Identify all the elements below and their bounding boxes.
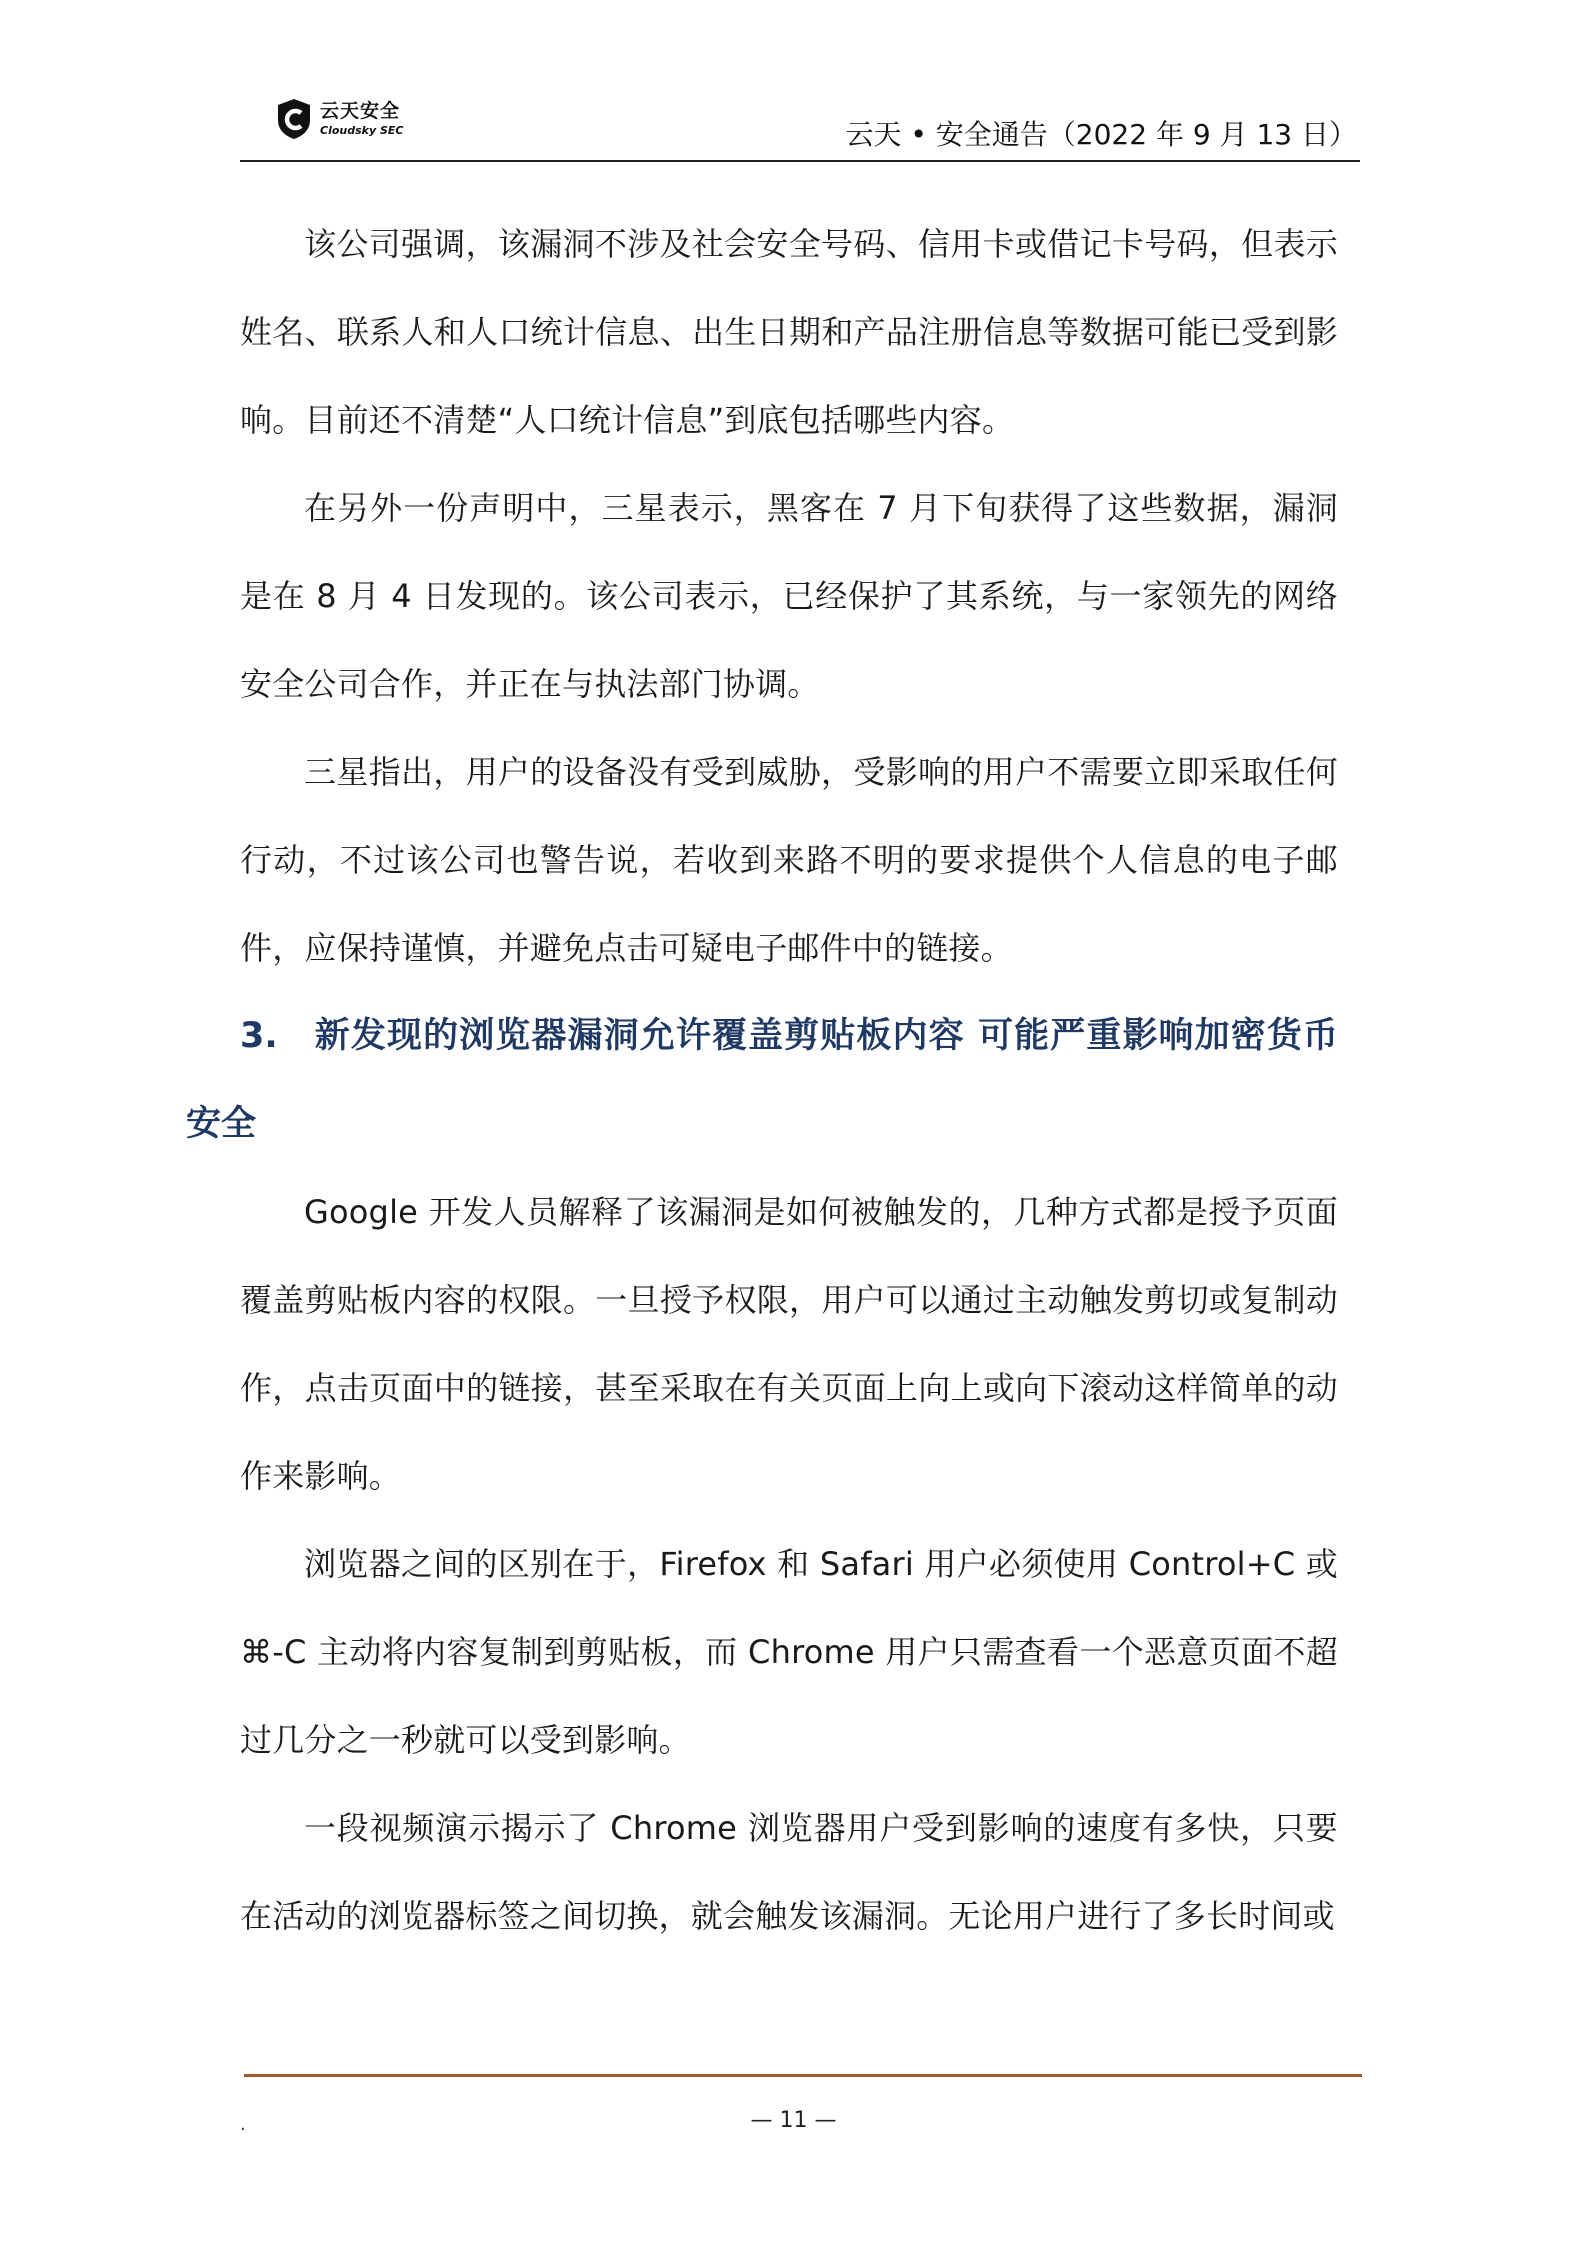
section-title: 新发现的浏览器漏洞允许覆盖剪贴板内容 可能严重影响加密货币安全 <box>186 1016 1338 1144</box>
page-number: — 11 — <box>750 2108 837 2133</box>
footer-dot: . <box>240 2114 246 2135</box>
footer-divider <box>244 2074 1362 2077</box>
section-paragraph-3: 一段视频演示揭示了 Chrome 浏览器用户受到影响的速度有多快，只要在活动的浏览器标签之间切换，就会触发该漏洞。无论用户进行了多长时间或 <box>240 1809 1338 1935</box>
header-title: 云天 • 安全通告（2022 年 9 月 13 日） <box>845 118 1357 151</box>
logo-english-name: Cloudsky SEC <box>320 124 404 137</box>
document-body <box>186 200 1338 1960</box>
section-paragraph-1: Google 开发人员解释了该漏洞是如何被触发的，几种方式都是授予页面覆盖剪贴板内容的权限。一旦授予权限，用户可以通过主动触发剪切或复制动作，点击页面中的链接，甚至采取在有关页面上向上或向下滚动这样简单的动作来影响。 <box>240 1193 1338 1495</box>
paragraph-2: 在另外一份声明中，三星表示，黑客在 7 月下旬获得了这些数据，漏洞是在 8 月 4 日发现的。该公司表示，已经保护了其系统，与一家领先的网络安全公司合作，并正在与执法部门协调。 <box>240 489 1338 703</box>
section-paragraph-2: 浏览器之间的区别在于，Firefox 和 Safari 用户必须使用 Control+C 或 ⌘-C 主动将内容复制到剪贴板，而 Chrome 用户只需查看一个恶意页面不超过几分之一秒就可以受到影响。 <box>240 1545 1338 1759</box>
shield-c-logo-icon <box>276 98 312 140</box>
company-logo <box>276 98 403 140</box>
paragraph-3: 三星指出，用户的设备没有受到威胁，受影响的用户不需要立即采取任何行动，不过该公司也警告说，若收到来路不明的要求提供个人信息的电子邮件，应保持谨慎，并避免点击可疑电子邮件中的链接。 <box>240 753 1338 967</box>
section-number: 3. <box>240 1016 278 1056</box>
section-heading <box>186 992 1338 1168</box>
paragraph-1: 该公司强调，该漏洞不涉及社会安全号码、信用卡或借记卡号码，但表示姓名、联系人和人口统计信息、出生日期和产品注册信息等数据可能已受到影响。目前还不清楚“人口统计信息”到底包括哪些内容。 <box>240 225 1338 439</box>
logo-chinese-name: 云天安全 <box>320 100 401 122</box>
header-divider <box>240 160 1360 162</box>
